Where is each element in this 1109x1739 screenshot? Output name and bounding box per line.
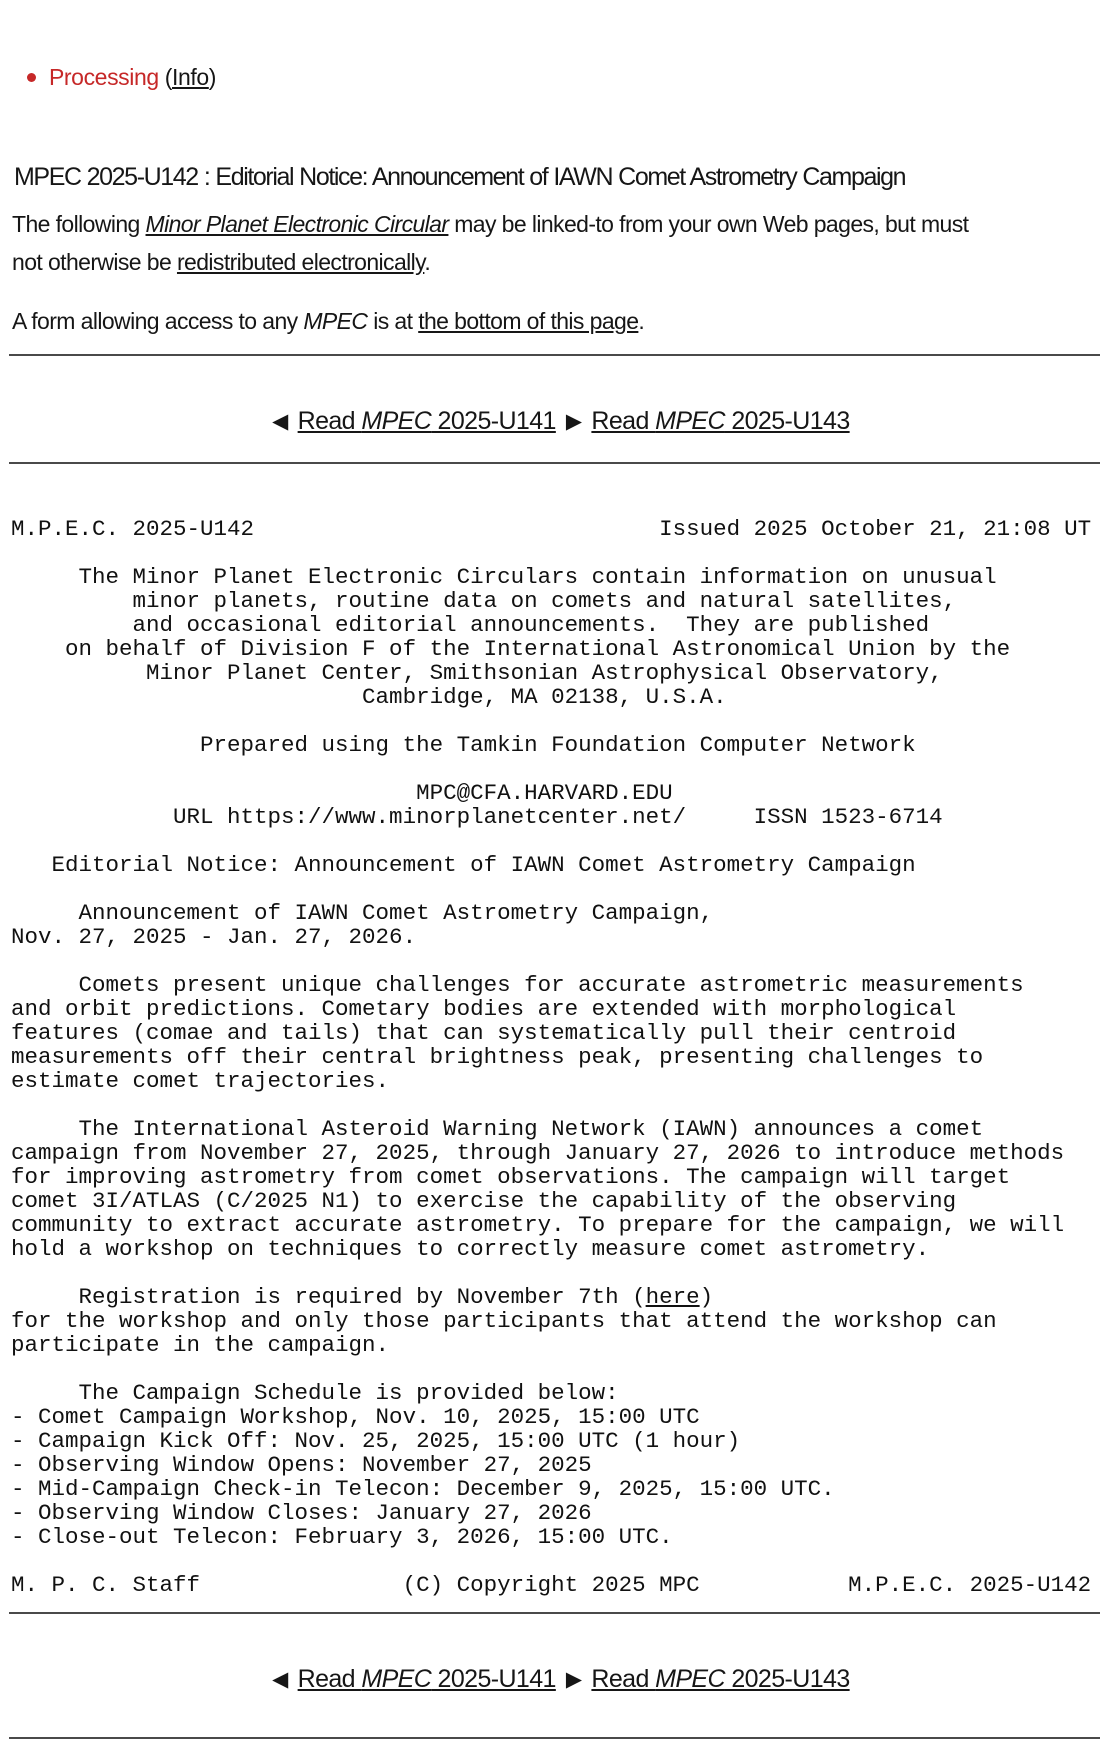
- here-link[interactable]: here: [645, 1284, 700, 1310]
- bottom-of-page-link[interactable]: the bottom of this page: [418, 308, 639, 334]
- usage-note-lead: The following: [12, 211, 146, 237]
- usage-note-line2-lead: not otherwise be: [12, 249, 177, 275]
- read-next-word: Read: [591, 1665, 656, 1693]
- read-next-number: 2025-U143: [724, 1665, 850, 1693]
- read-next-link[interactable]: [591, 407, 849, 435]
- read-next-mpec: MPEC: [655, 1665, 725, 1693]
- mpec-nav-bottom: [0, 1614, 1109, 1720]
- next-arrow-icon: ▶: [565, 1668, 582, 1691]
- prev-arrow-icon: ◀: [272, 1668, 288, 1691]
- form-note-lead: A form allowing access to any: [12, 308, 304, 334]
- form-note-period: .: [638, 308, 645, 334]
- read-prev-link[interactable]: [298, 407, 556, 435]
- form-note: [12, 302, 1097, 340]
- usage-note: [12, 205, 1097, 281]
- status-label: Processing: [48, 64, 159, 90]
- read-prev-mpec: MPEC: [361, 1665, 432, 1693]
- circular-text: M.P.E.C. 2025-U142 Issued 2025 October 21, 21:08 UT The Minor Planet Electronic Circulars contain information on unusual minor planets, routine data on comets and natural satellites, and occasional editorial announcements. They are published on behalf of Division F of the International Astronomical Union by the Minor Planet Center, Smithsonian Astrophysical Observatory, Cambridge, MA 02138, U.S.A. Prepared using the Tamkin Foundation Computer Network MPC@CFA.HARVARD.EDU URL https://www.minorplanetcenter.net/ ISSN 1523-6714 Editorial Notice: Announcement of IAWN Comet Astrometry Campaign Announcement of IAWN Comet Astrometry Campaign, Nov. 27, 2025 - Jan. 27, 2026. Comets present unique challenges for accurate astrometric measurements and orbit predictions. Cometary bodies are extended with morphological features (comae and tails) that can systematically pull their centroid measurements off their central brightness peak, presenting challenges to estimate comet trajectories. The International Asteroid Warning Network (IAWN) announces a comet campaign from November 27, 2025, through January 27, 2026 to introduce methods for improving astrometry from comet observations. The campaign will target comet 3I/ATLAS (C/2025 N1) to exercise the capability of the observing community to extract accurate astrometry. To prepare for the campaign, we will hold a workshop on techniques to correctly measure comet astrometry. Registration is required by November 7th (here) for the workshop and only those participants that attend the workshop can participate in the campaign. The Campaign Schedule is provided below: - Comet Campaign Workshop, Nov. 10, 2025, 15:00 UTC - Campaign Kick Off: Nov. 25, 2025, 15:00 UTC (1 hour) - Observing Window Opens: November 27, 2025 - Mid-Campaign Check-in Telecon: December 9, 2025, 15:00 UTC. - Observing Window Closes: January 27, 2026 - Close-out Telecon: February 3, 2026, 15:00 UTC. M. P. C. Staff (C) Copyright 2025 MPC M.P.E.C. 2025-U142: [11, 516, 1092, 1598]
- read-next-number: 2025-U143: [724, 407, 850, 435]
- prev-arrow-icon: ◀: [272, 410, 288, 433]
- info-link[interactable]: Info: [172, 64, 209, 90]
- status-row: [15, 38, 1109, 90]
- read-prev-number: 2025-U141: [431, 407, 556, 435]
- read-next-link-bottom[interactable]: [591, 1665, 849, 1693]
- redistributed-link[interactable]: redistributed electronically: [176, 249, 425, 275]
- page-title: MPEC 2025-U142 : Editorial Notice: Announcement of IAWN Comet Astrometry Campaign: [14, 163, 906, 191]
- divider: [9, 462, 1100, 464]
- read-prev-link-bottom[interactable]: [298, 1665, 556, 1693]
- form-note-mid: is at: [367, 308, 419, 334]
- status-paren-close: ): [208, 64, 217, 90]
- minor-planet-circular-link-text: Minor Planet Electronic Circular: [145, 211, 449, 237]
- read-next-mpec: MPEC: [655, 407, 725, 435]
- read-prev-mpec: MPEC: [361, 407, 432, 435]
- read-prev-word: Read: [297, 407, 362, 435]
- status-bullet-icon: [27, 73, 36, 82]
- usage-note-period: .: [424, 249, 431, 275]
- read-prev-word: Read: [297, 1665, 362, 1693]
- usage-note-line1-rest: may be linked-to from your own Web pages, but must: [448, 211, 969, 237]
- read-prev-number: 2025-U141: [431, 1665, 556, 1693]
- read-next-word: Read: [591, 407, 656, 435]
- mpec-nav-top: [0, 356, 1109, 462]
- status-paren-open: (: [158, 64, 173, 90]
- next-arrow-icon: ▶: [565, 410, 582, 433]
- minor-planet-circular-link[interactable]: [146, 211, 449, 237]
- form-note-mpec: MPEC: [303, 308, 368, 334]
